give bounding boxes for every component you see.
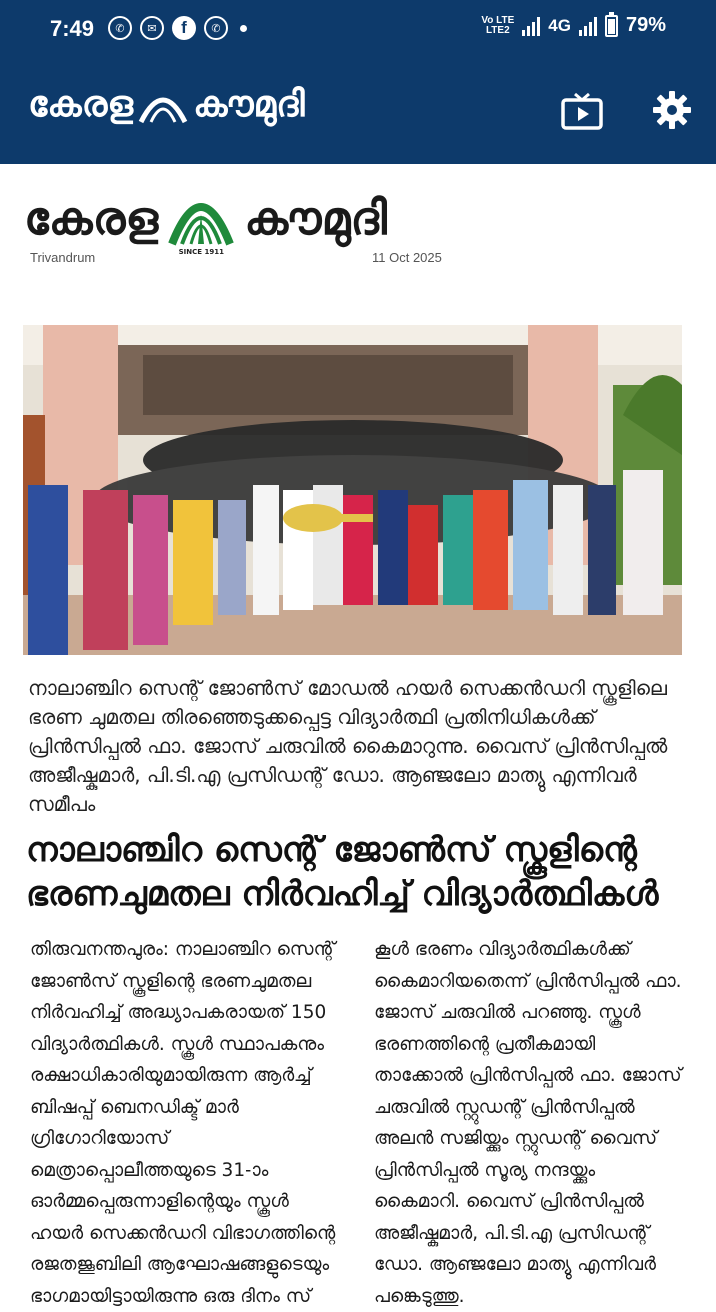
masthead-text-left: കേരള [24, 191, 159, 245]
newspaper-masthead [0, 164, 716, 284]
facebook-icon: f [172, 16, 196, 40]
article-body-right: കൂൾ ഭരണം വിദ്യാർത്ഥികൾക്ക് കൈമാറിയതെന്ന് പ്രിൻസിപ്പൽ ഫാ. ജോസ് ചരുവിൽ പറഞ്ഞു. സ്കൂൾ ഭരണത്തിന്റെ പ്രതീകമായി താക്കോൽ പ്രിൻസിപ്പൽ ഫാ. ജോസ് ചരുവിൽ സ്റ്റുഡന്റ് പ്രിൻസിപ്പൽ അലൻ സജിയ്ക്കും സ്റ്റുഡന്റ് വൈസ് പ്രിൻസിപ്പൽ സൂര്യ നന്ദയ്ക്കും കൈമാറി. വൈസ് പ്രിൻസിപ്പൽ അജീഷ്കുമാർ, പി.ടി.എ പ്രസിഡന്റ് ഡോ. ആഞ്ജലോ മാത്യു എന്നിവർ പങ്കെടുത്തു. [374, 939, 682, 1307]
edition-date: 11 Oct 2025 [372, 250, 442, 265]
masthead-since: SINCE 1911 [178, 248, 224, 256]
logo-text-right: കൗമുദി [193, 84, 305, 125]
masthead-emblem-icon [166, 184, 236, 254]
logo-emblem-icon [137, 86, 189, 124]
masthead-text-right: കൗമുദി [244, 191, 387, 245]
volte-indicator [481, 16, 514, 36]
more-notifications-dot [240, 25, 247, 32]
status-indicators [481, 14, 666, 37]
battery-icon [605, 15, 618, 37]
signal-icon [522, 16, 540, 36]
tv-icon[interactable] [560, 90, 604, 134]
volte-bottom: LTE2 [485, 24, 510, 36]
signal-icon [579, 16, 597, 36]
volte-top: Vo LTE [481, 14, 515, 26]
notification-icons [108, 16, 247, 40]
message-icon: ✉ [140, 16, 164, 40]
news-photo [23, 325, 682, 655]
app-bar [0, 60, 716, 164]
battery-percent: 79% [625, 14, 666, 36]
edition-city: Trivandrum [30, 250, 96, 265]
article-body-left: തിരുവനന്തപുരം: നാലാഞ്ചിറ സെന്റ് ജോൺസ് സ്കൂളിന്റെ ഭരണചുമതല നിർവഹിച്ച് അദ്ധ്യാപകരായത് 150 വിദ്യാർത്ഥികൾ. സ്കൂൾ സ്ഥാപകനും രക്ഷാധികാരിയുമായിരുന്ന ആർച്ച് ബിഷപ്പ് ബെനഡിക്ട് മാർ ഗ്രിഗോറിയോസ് മെത്രാപ്പൊലീത്തയുടെ 31-ാം ഓർമ്മപ്പെരുന്നാളിന്റെയും സ്കൂൾ ഹയർ സെക്കൻഡറി വിഭാഗത്തിന്റെ രജതജൂബിലി ആഘോഷങ്ങളുടെയും ഭാഗമായിട്ടായിരുന്നു ഒരു ദിനം സ് [30, 939, 336, 1307]
article-headline: നാലാഞ്ചിറ സെന്റ് ജോൺസ് സ്കൂളിന്റെ ഭരണചുമതല നിർവഹിച്ച് വിദ്യാർത്ഥികൾ [26, 830, 659, 914]
network-type: 4G [548, 15, 571, 35]
status-time: 7:49 [50, 16, 95, 41]
masthead-logo [24, 184, 387, 254]
gear-icon[interactable] [652, 90, 692, 130]
whatsapp-icon: ✆ [204, 16, 228, 40]
logo-text-left: കേരള [28, 84, 134, 125]
whatsapp-icon: ✆ [108, 16, 132, 40]
photo-caption: നാലാഞ്ചിറ സെന്റ് ജോൺസ് മോഡൽ ഹയർ സെക്കൻഡറി സ്കൂളിലെ ഭരണ ചുമതല തിരഞ്ഞെടുക്കപ്പെട്ട വിദ്യാർത്ഥി പ്രതിനിധികൾക്ക് പ്രിൻസിപ്പൽ ഫാ. ജോസ് ചരുവിൽ കൈമാറുന്നു. വൈസ് പ്രിൻസിപ്പൽ അജീഷ്കുമാർ, പി.ടി.എ പ്രസിഡന്റ് ഡോ. ആഞ്ജലോ മാത്യു എന്നിവർ സമീപം [28, 676, 668, 816]
status-bar [0, 0, 716, 60]
app-logo[interactable] [28, 84, 305, 126]
